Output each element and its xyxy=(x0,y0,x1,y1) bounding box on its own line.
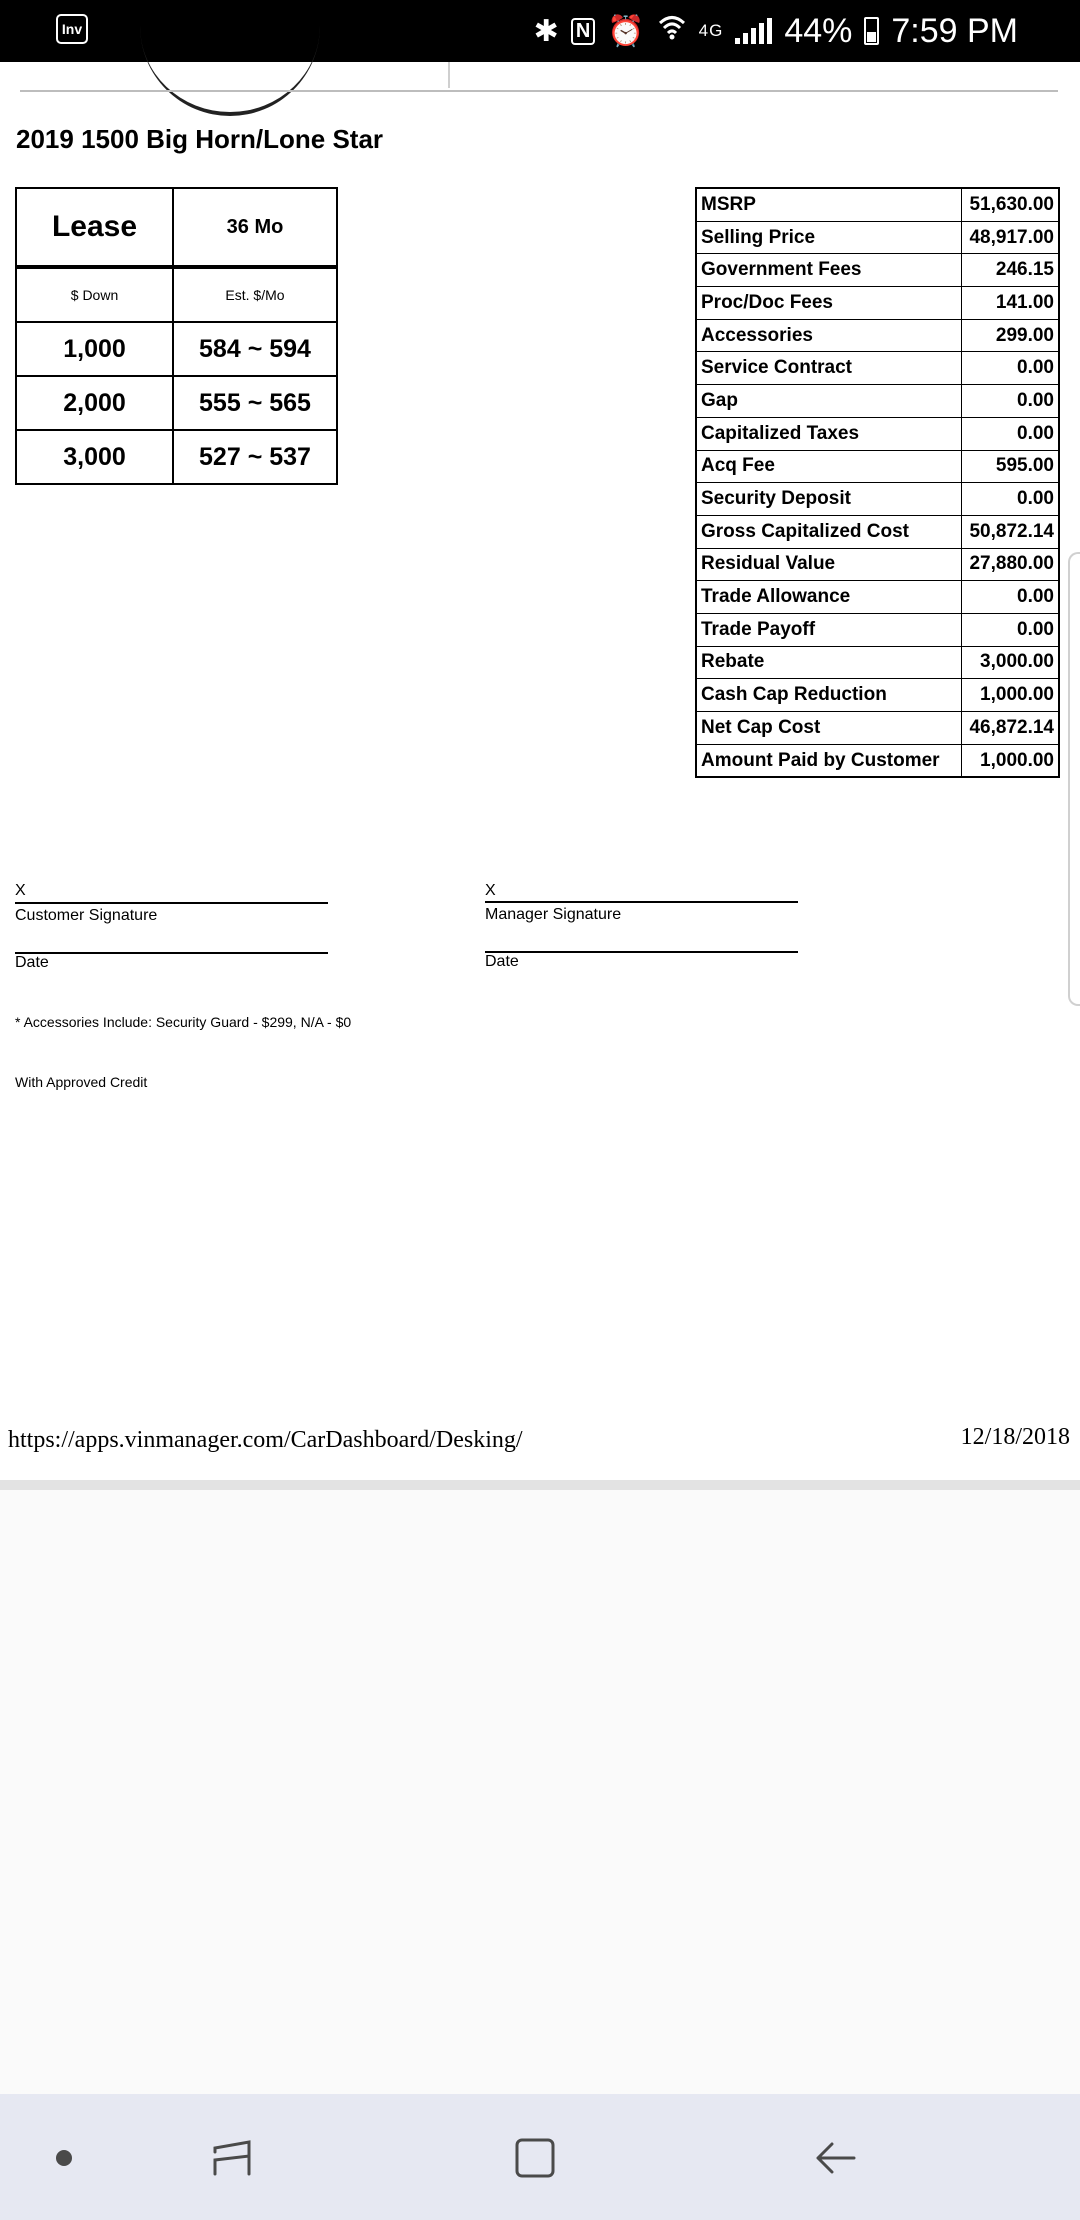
table-row xyxy=(696,646,1059,679)
down-payment-header: $ Down xyxy=(16,267,173,322)
battery-icon xyxy=(864,17,879,45)
customer-date-line xyxy=(15,952,328,954)
cost-label: Trade Allowance xyxy=(696,581,962,614)
cost-label: Selling Price xyxy=(696,221,962,254)
down-payment-cell: 1,000 xyxy=(16,322,173,376)
monthly-payment-cell: 555 ~ 565 xyxy=(173,376,337,430)
cost-value: 0.00 xyxy=(962,581,1060,614)
monthly-payment-header: Est. $/Mo xyxy=(173,267,337,322)
table-row xyxy=(696,287,1059,320)
lease-table xyxy=(15,187,338,485)
cost-label: Acq Fee xyxy=(696,450,962,483)
dot-icon[interactable] xyxy=(56,2150,72,2166)
cost-label: Rebate xyxy=(696,646,962,679)
manager-sign-mark: X xyxy=(485,882,496,899)
customer-date-label: Date xyxy=(15,954,49,971)
footer-date: 12/18/2018 xyxy=(960,1424,1070,1450)
accessories-note: * Accessories Include: Security Guard - $299, N/A - $0 xyxy=(15,1014,352,1030)
back-icon[interactable] xyxy=(810,2130,866,2186)
lease-header: Lease xyxy=(16,188,173,267)
battery-percent: 44% xyxy=(784,11,853,50)
cost-value: 3,000.00 xyxy=(962,646,1060,679)
monthly-payment-cell: 527 ~ 537 xyxy=(173,430,337,484)
dealer-logo-fragment xyxy=(140,0,320,116)
bluetooth-icon: ✱ xyxy=(533,14,559,48)
signal-icon xyxy=(735,18,772,44)
cost-value: 48,917.00 xyxy=(962,221,1060,254)
manager-signature-line xyxy=(485,901,798,903)
page-separator xyxy=(0,1480,1080,1490)
cost-label: Security Deposit xyxy=(696,483,962,516)
cost-value: 246.15 xyxy=(962,254,1060,287)
table-row xyxy=(696,319,1059,352)
cost-label: MSRP xyxy=(696,188,962,221)
lease-term: 36 Mo xyxy=(173,188,337,267)
cost-value: 50,872.14 xyxy=(962,515,1060,548)
table-row xyxy=(16,376,337,430)
cost-value: 27,880.00 xyxy=(962,548,1060,581)
table-row xyxy=(696,581,1059,614)
manager-signature-label: Manager Signature xyxy=(485,906,622,923)
down-payment-cell: 3,000 xyxy=(16,430,173,484)
table-row xyxy=(696,483,1059,516)
cost-value: 1,000.00 xyxy=(962,679,1060,712)
cost-value: 141.00 xyxy=(962,287,1060,320)
recent-apps-icon[interactable] xyxy=(205,2130,261,2186)
footer-url: https://apps.vinmanager.com/CarDashboard/Desking/ xyxy=(8,1427,523,1453)
cost-label: Capitalized Taxes xyxy=(696,417,962,450)
table-row xyxy=(696,679,1059,712)
header-divider xyxy=(448,62,450,88)
table-row xyxy=(16,322,337,376)
alarm-icon: ⏰ xyxy=(607,14,645,48)
monthly-payment-cell: 584 ~ 594 xyxy=(173,322,337,376)
table-row xyxy=(696,417,1059,450)
credit-note: With Approved Credit xyxy=(15,1074,148,1090)
table-row xyxy=(696,712,1059,745)
cost-value: 1,000.00 xyxy=(962,744,1060,777)
cost-label: Accessories xyxy=(696,319,962,352)
cost-label: Government Fees xyxy=(696,254,962,287)
cost-label: Amount Paid by Customer xyxy=(696,744,962,777)
document-page[interactable] xyxy=(0,62,1080,1480)
app-notification-icon: Inv xyxy=(56,14,88,44)
manager-date-line xyxy=(485,951,798,953)
cost-value: 46,872.14 xyxy=(962,712,1060,745)
cost-value: 0.00 xyxy=(962,352,1060,385)
cost-value: 0.00 xyxy=(962,385,1060,418)
cost-value: 0.00 xyxy=(962,613,1060,646)
home-icon[interactable] xyxy=(507,2130,563,2186)
cost-value: 51,630.00 xyxy=(962,188,1060,221)
cost-label: Cash Cap Reduction xyxy=(696,679,962,712)
table-row xyxy=(696,744,1059,777)
cost-label: Service Contract xyxy=(696,352,962,385)
cost-value: 595.00 xyxy=(962,450,1060,483)
table-row xyxy=(16,430,337,484)
scroll-handle[interactable] xyxy=(1068,552,1080,1006)
cost-label: Proc/Doc Fees xyxy=(696,287,962,320)
clock: 7:59 PM xyxy=(891,11,1018,50)
table-row xyxy=(696,221,1059,254)
cost-label: Gross Capitalized Cost xyxy=(696,515,962,548)
cost-breakdown-table xyxy=(695,187,1060,778)
cost-label: Trade Payoff xyxy=(696,613,962,646)
cost-value: 299.00 xyxy=(962,319,1060,352)
cost-value: 0.00 xyxy=(962,417,1060,450)
down-payment-cell: 2,000 xyxy=(16,376,173,430)
customer-sign-mark: X xyxy=(15,882,26,899)
table-row xyxy=(696,385,1059,418)
cost-label: Gap xyxy=(696,385,962,418)
network-type: 4G xyxy=(698,21,724,40)
customer-signature-line xyxy=(15,902,328,904)
customer-signature-label: Customer Signature xyxy=(15,907,158,924)
header-rule xyxy=(20,90,1058,92)
cost-value: 0.00 xyxy=(962,483,1060,516)
table-row xyxy=(696,613,1059,646)
nfc-icon: N xyxy=(571,18,595,45)
table-row xyxy=(696,548,1059,581)
wifi-icon xyxy=(657,12,687,50)
manager-date-label: Date xyxy=(485,953,519,970)
table-row xyxy=(696,254,1059,287)
table-row xyxy=(696,352,1059,385)
table-row xyxy=(696,515,1059,548)
cost-label: Net Cap Cost xyxy=(696,712,962,745)
table-row xyxy=(696,188,1059,221)
navigation-bar xyxy=(0,2094,1080,2220)
table-row xyxy=(696,450,1059,483)
cost-label: Residual Value xyxy=(696,548,962,581)
vehicle-title: 2019 1500 Big Horn/Lone Star xyxy=(16,124,384,154)
